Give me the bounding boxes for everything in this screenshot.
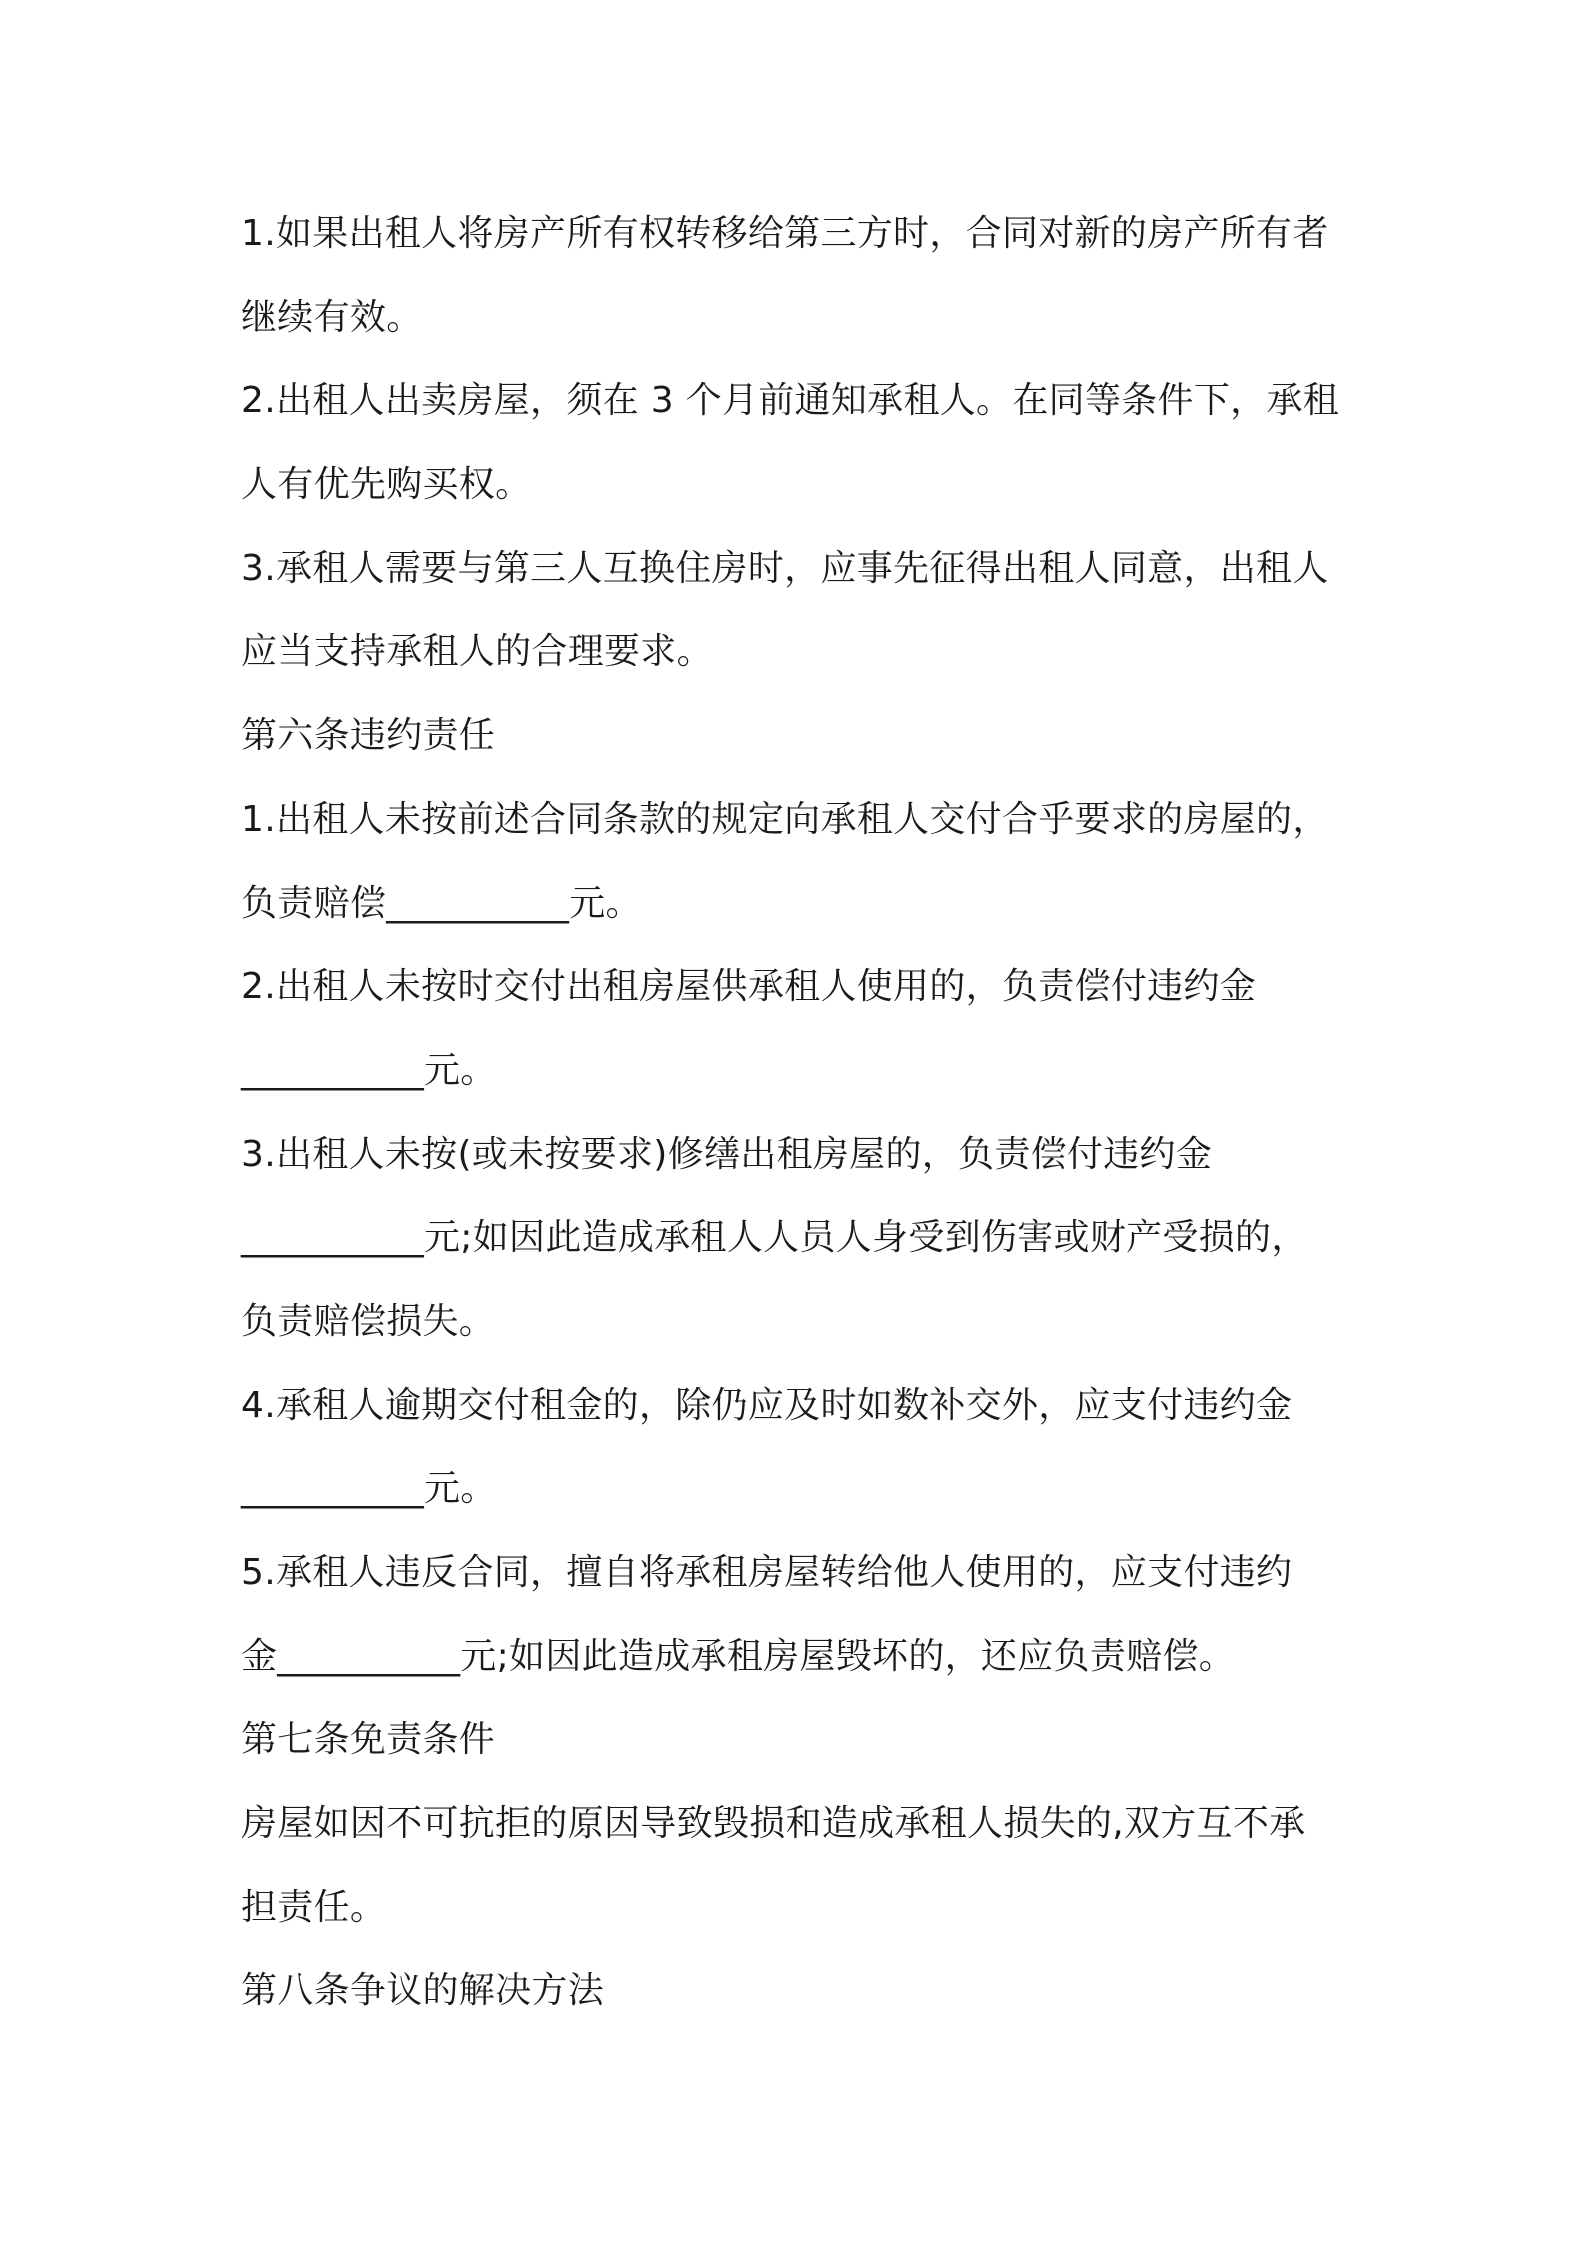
clause-6-item-2-line-1: 2.出租人未按时交付出租房屋供承租人使用的，负责偿付违约金 <box>241 966 1257 1008</box>
clause-5-item-3-line-1: 3.承租人需要与第三人互换住房时，应事先征得出租人同意，出租人 <box>241 547 1329 589</box>
clause-6-item-3-line-1: 3.出租人未按(或未按要求)修缮出租房屋的，负责偿付违约金 <box>241 1133 1213 1175</box>
clause-5-item-1-line-2: 继续有效。 <box>241 296 423 338</box>
clause-6-item-5-line-1: 5.承租人违反合同，擅自将承租房屋转给他人使用的，应支付违约 <box>241 1552 1293 1593</box>
section-heading-8: 第八条争议的解决方法 <box>241 1970 605 2012</box>
section-heading-6: 第六条违约责任 <box>241 715 496 757</box>
clause-5-item-1-line-1: 1.如果出租人将房产所有权转移给第三方时，合同对新的房产所有者 <box>241 213 1329 254</box>
clause-5-item-2-line-1: 2.出租人出卖房屋，须在 3 个月前通知承租人。在同等条件下，承租 <box>241 380 1340 422</box>
document-body <box>241 192 1361 2033</box>
clause-6-item-1-line-1: 1.出租人未按前述合同条款的规定向承租人交付合乎要求的房屋的， <box>241 798 1329 840</box>
clause-7-line-2: 担责任。 <box>241 1886 387 1928</box>
clause-6-item-5-line-2: 金__________元;如因此造成承租房屋毁坏的，还应负责赔偿。 <box>241 1635 1236 1677</box>
section-heading-7: 第七条免责条件 <box>241 1719 496 1761</box>
clause-6-item-2-line-2: __________元。 <box>241 1049 497 1091</box>
clause-6-item-1-line-2: 负责赔偿__________元。 <box>241 882 642 924</box>
clause-5-item-2-line-2: 人有优先购买权。 <box>241 464 532 506</box>
clause-6-item-4-line-2: __________元。 <box>241 1468 497 1510</box>
clause-6-item-3-line-3: 负责赔偿损失。 <box>241 1300 496 1342</box>
clause-6-item-3-line-2: __________元;如因此造成承租人人员人身受到伤害或财产受损的， <box>241 1217 1308 1259</box>
clause-7-line-1: 房屋如因不可抗拒的原因导致毁损和造成承租人损失的,双方互不承 <box>241 1803 1306 1845</box>
clause-5-item-3-line-2: 应当支持承租人的合理要求。 <box>241 631 713 673</box>
clause-6-item-4-line-1: 4.承租人逾期交付租金的，除仍应及时如数补交外，应支付违约金 <box>241 1384 1293 1426</box>
